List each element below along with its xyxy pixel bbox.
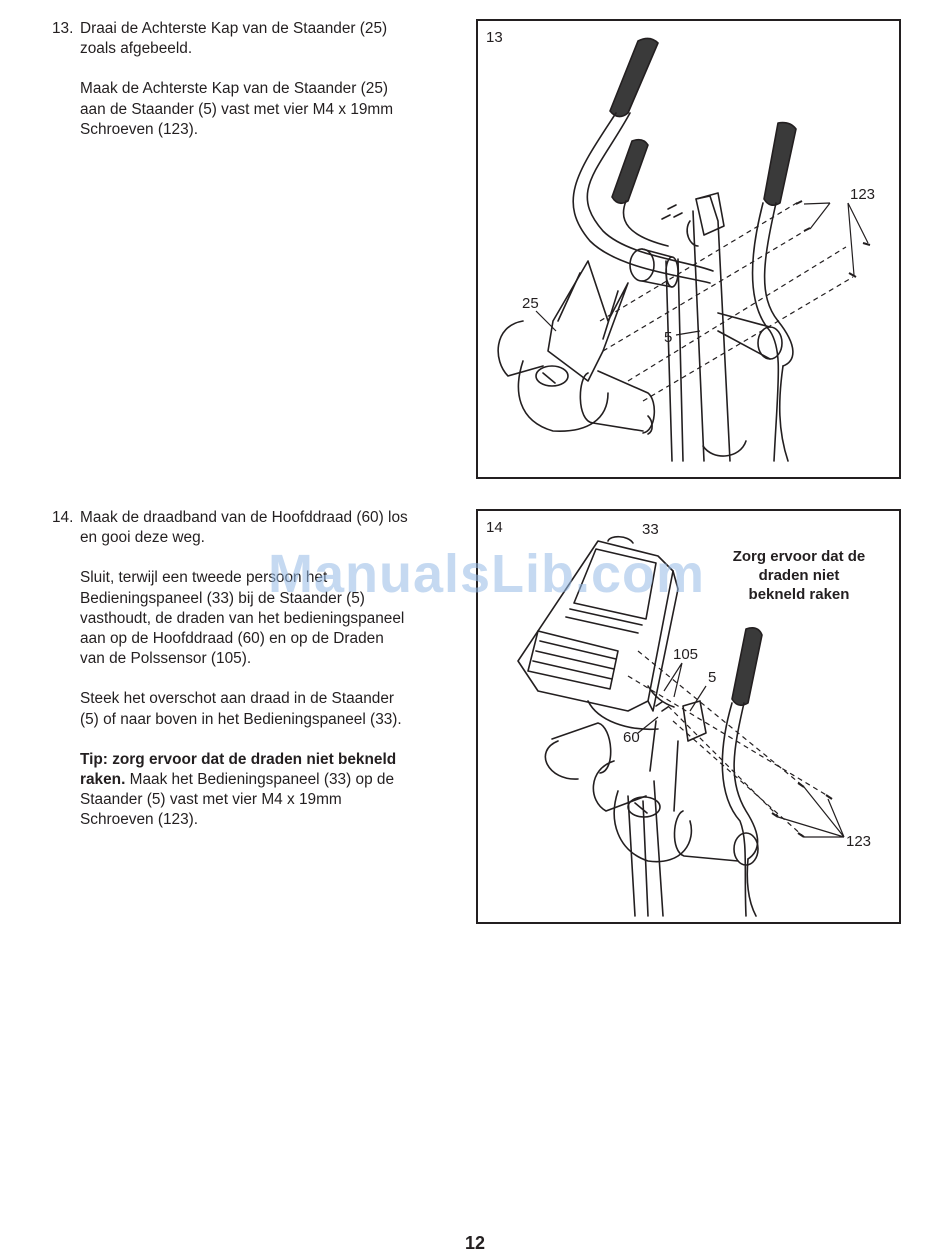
- figure-13-panel: [476, 19, 901, 479]
- step-13-number: 13.: [52, 20, 74, 37]
- text-line: Draai de Achterste Kap van de Staander (25): [80, 20, 388, 37]
- page-number: 12: [464, 1233, 486, 1253]
- callout-25: 25: [522, 295, 539, 312]
- callout-5: 5: [708, 669, 717, 686]
- text-line: Sluit, terwijl een tweede persoon het: [80, 569, 328, 587]
- figure-13-illustration: [478, 21, 899, 477]
- text-line: en gooi deze weg.: [80, 529, 205, 547]
- callout-33: 33: [642, 521, 659, 538]
- text-line: Steek het overschot aan draad in de Staander: [80, 690, 395, 708]
- callout-105: 105: [673, 646, 699, 663]
- text-line: zoals afgebeeld.: [80, 40, 193, 58]
- note-line: draden niet: [758, 567, 840, 584]
- step-13-paragraph-1: [80, 19, 452, 59]
- text-line: aan de Staander (5) vast met vier M4 x 19mm: [80, 100, 394, 118]
- text-line: Maak de draadband van de Hoofddraad (60) los: [80, 509, 408, 526]
- step-13-text: [52, 19, 452, 160]
- text-line: aan op de Hoofddraad (60) en op de Draden: [80, 630, 384, 648]
- watermark: ManualsLib.com: [268, 544, 706, 604]
- text-line: Schroeven (123).: [80, 811, 199, 829]
- callout-60: 60: [623, 729, 640, 746]
- tip-heading-line-2: raken.: [80, 771, 126, 789]
- callout-123: 123: [846, 833, 872, 850]
- callout-123: 123: [850, 186, 876, 203]
- text-line: Maak de Achterste Kap van de Staander (25): [80, 80, 389, 98]
- text-line: vasthoudt, de draden van het bedieningspaneel: [80, 609, 405, 627]
- tip-heading-line-1: Tip: zorg ervoor dat de draden niet bekneld: [80, 750, 397, 768]
- step-14-paragraph-3: [80, 689, 452, 729]
- figure-14-label: 14: [486, 519, 503, 536]
- text-line: van de Polssensor (105).: [80, 650, 252, 668]
- text-line: Staander (5) vast met vier M4 x 19mm: [80, 791, 342, 809]
- note-line: Zorg ervoor dat de: [732, 548, 866, 565]
- step-14-tip-paragraph: [80, 750, 452, 831]
- text-line: Bedieningspaneel (33) bij de Staander (5): [80, 589, 365, 607]
- text-line: Maak het Bedieningspaneel (33) op de: [125, 771, 395, 789]
- note-line: bekneld raken: [748, 586, 850, 603]
- callout-5: 5: [664, 329, 673, 346]
- figure-13-label: 13: [486, 29, 503, 46]
- text-line: (5) of naar boven in het Bedieningspaneel (33).: [80, 710, 402, 728]
- text-line: Schroeven (123).: [80, 120, 199, 138]
- step-14-number: 14.: [52, 509, 74, 526]
- step-13-paragraph-2: [80, 79, 452, 140]
